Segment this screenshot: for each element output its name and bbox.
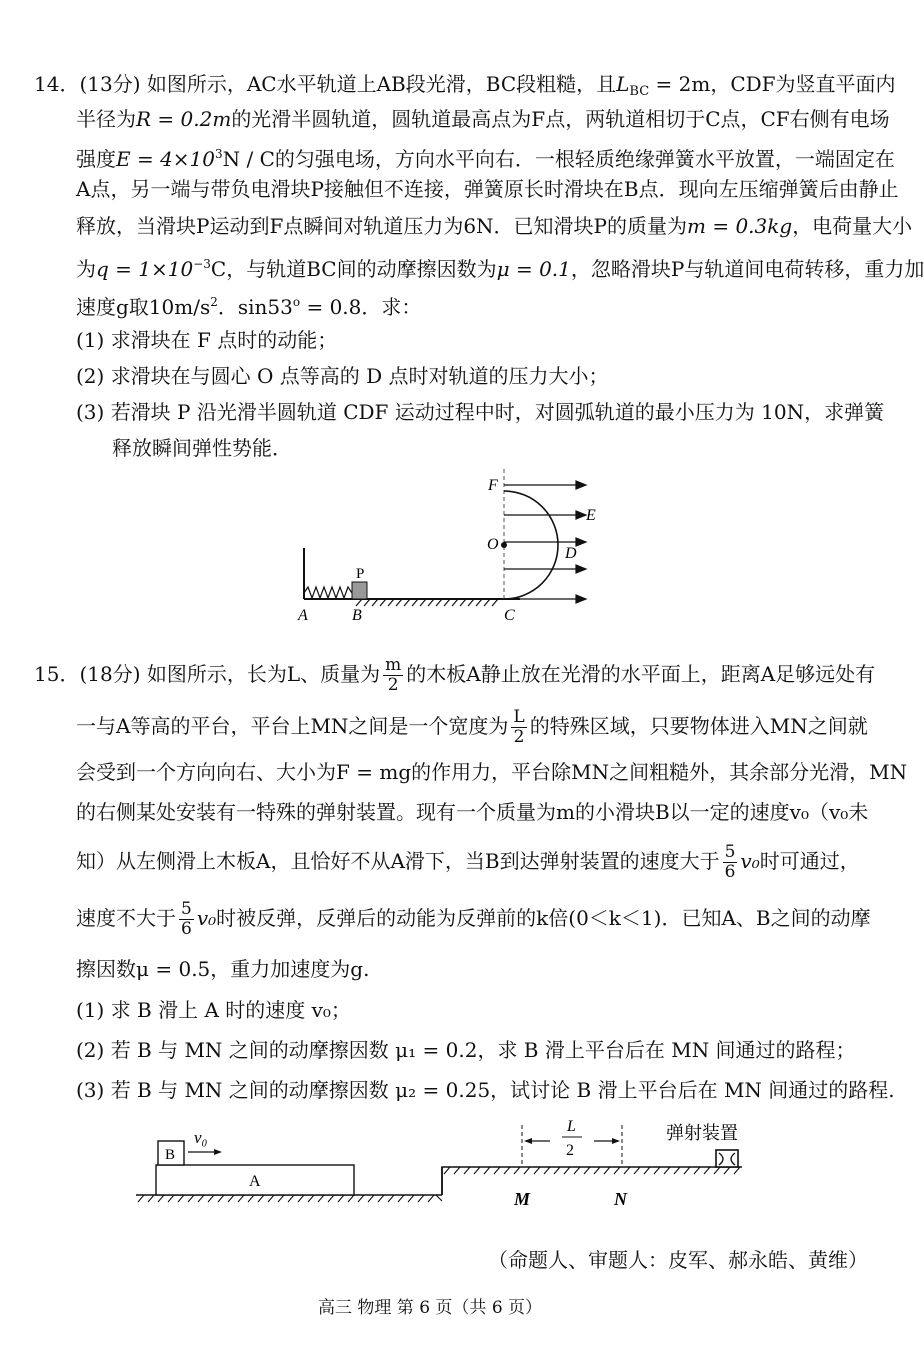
q15-text: 的木板A静止放在光滑的水平面上，距离A足够远处有 [406,662,876,686]
frac-num: 5 [181,899,192,919]
q15-figure [130,1115,750,1220]
q14-line-4: A点，另一端与带负电滑块P接触但不连接，弹簧原长时滑块在B点．现向左压缩弹簧后由静止 [76,177,899,201]
math-e: E = 4×10 [116,147,216,171]
q15-line-5 [76,843,860,882]
label-frac-l: L [567,1118,576,1135]
frac-den: 2 [513,727,525,747]
q15-text: 时被反弹，反弹后的动能为反弹前的k倍(0＜k＜1)．已知A、B之间的动摩 [216,906,871,930]
math-r: R = 0.2m [136,107,232,131]
platform-hatching [444,1167,740,1174]
floor-hatching [138,1195,434,1202]
q14-text: ，忽略滑块P与轨道间电荷转移，重力加 [570,257,924,281]
q14-text: 为 [76,257,96,281]
q14-item-3-cont: 释放瞬间弹性势能． [112,436,292,460]
q14-line-3 [76,140,895,173]
label-d: D [565,545,577,562]
spring [304,587,352,598]
math-q-unit: C [210,257,227,281]
center-o-dot [501,542,507,548]
q14-line-2 [76,105,890,133]
q14-item-3: (3) 若滑块 P 沿光滑半圆轨道 CDF 运动过程中时，对圆弧轨道的最小压力为 10N，求弹簧 [76,400,885,424]
q14-line-5 [76,212,912,240]
q14-text: ，与轨道BC间的动摩擦因数为 [226,257,497,281]
frac-den: 6 [724,862,736,882]
label-n: N [614,1189,627,1209]
math-L: L [616,72,630,96]
math-sin-val: = 0.8 [300,295,362,319]
width-arrow-left [524,1138,532,1144]
q15-item-3: (3) 若 B 与 MN 之间的动摩擦因数 μ₂ = 0.25，试讨论 B 滑上平台后在 MN 间通过的路程. [76,1078,895,1102]
q14-item-1: (1) 求滑块在 F 点时的动能； [76,328,338,352]
label-f: F [488,477,498,494]
q15-text: 时可通过， [759,849,860,873]
q14-figure [290,465,610,625]
label-launcher: 弹射装置 [666,1123,738,1143]
frac-num: m [385,655,402,675]
q15-text: 速度不大于 [76,906,176,930]
label-block-b: B [165,1147,176,1163]
q14-text: ． [217,295,238,319]
q15-item-2: (2) 若 B 与 MN 之间的动摩擦因数 μ₁ = 0.2，求 B 滑上平台后在 MN 间通过的路程； [76,1038,856,1062]
q14-text: ．求： [361,295,422,319]
page-footer: 高三 物理 第 6 页（共 6 页） [318,1298,543,1318]
rough-hatching [356,599,498,606]
frac-5-6 [723,843,738,882]
math-sub: BC [629,84,650,99]
q14-text: 强度 [76,147,116,171]
label-e: E [586,507,596,524]
q15-text: 知）从左侧滑上木板A，且恰好不从A滑下，当B到达弹射装置的速度大于 [76,849,720,873]
q14-item-2: (2) 求滑块在与圆心 O 点等高的 D 点时对轨道的压力大小； [76,364,609,388]
field-arrows [504,481,586,603]
math-v0: v₀ [196,906,217,930]
q14-text: ，电荷量大小 [792,214,913,238]
v0-arrowhead [214,1149,222,1155]
semicircle-track [504,491,558,599]
math-sup: o [292,295,301,309]
q14-text: 释放，当滑块P运动到F点瞬间对轨道压力为6N．已知滑块P的质量为 [76,214,688,238]
credit-line: （命题人、审题人：皮军、郝永皓、黄维） [488,1248,868,1272]
q15-text: 15．(18分) 如图所示，长为L、质量为 [34,662,381,686]
math-sup: 2 [210,295,218,309]
math-v0: v₀ [740,849,760,873]
q15-line-7: 擦因数μ = 0.5，重力加速度为g. [76,957,370,981]
math-sup: 3 [215,147,223,161]
q15-text: 的特殊区域，只要物体进入MN之间就 [529,714,868,738]
label-p: P [356,566,365,582]
frac-den: 6 [181,919,192,939]
label-v0: v₀ [194,1128,208,1147]
q15-item-1: (1) 求 B 滑上 A 时的速度 v₀； [76,998,351,1022]
q14-text: 速度g取10m/s [76,295,211,319]
q15-text: 一与A等高的平台，平台上MN之间是一个宽度为 [76,714,509,738]
frac-num: L [513,707,525,727]
q15-line-4: 的右侧某处安装有一特殊的弹射装置。现有一个质量为m的小滑块B以一定的速度v₀（v₀未 [76,800,869,824]
frac-m-2 [383,656,403,695]
frac-den: 2 [387,675,399,695]
label-c: C [504,607,515,624]
math-q: q = 1×10 [96,257,194,281]
math-e-unit: N / C [222,147,275,171]
q15-line-6 [76,900,871,939]
frac-5-6 [179,900,194,939]
q15-line-1 [34,656,875,695]
math-sup: −3 [193,257,211,271]
block-p [352,582,367,599]
q15-line-2 [76,708,868,747]
frac-num: 5 [724,842,736,862]
label-b: B [352,607,362,624]
math-m: m = 0.3kg [687,214,793,238]
q14-line-7 [76,288,421,321]
q14-text: 半径为 [76,107,136,131]
math-mu: μ = 0.1 [496,257,571,281]
q14-text: 的光滑半圆轨道，圆轨道最高点为F点，两轨道相切于C点，CF右侧有电场 [231,107,890,131]
q14-text: = 2m，CDF为竖直平面内 [649,72,896,96]
q15-line-3: 会受到一个方向向右、大小为F = mg的作用力，平台除MN之间粗糙外，其余部分光滑，MN [76,760,908,784]
label-m: M [514,1189,531,1209]
q14-line-1 [34,70,896,106]
label-board-a: A [249,1173,261,1190]
label-frac-2: 2 [566,1142,574,1159]
frac-l-2 [511,708,526,747]
q14-text: 14．(13分) 如图所示，AC水平轨道上AB段光滑，BC段粗糙，且 [34,72,617,96]
label-a: A [298,607,308,624]
width-arrow-right [612,1138,620,1144]
q14-line-6 [76,250,924,283]
q14-text: 的匀强电场，方向水平向右．一根轻质绝缘弹簧水平放置，一端固定在 [274,147,895,171]
math-sin: sin53 [237,295,293,319]
label-o: O [487,536,499,553]
